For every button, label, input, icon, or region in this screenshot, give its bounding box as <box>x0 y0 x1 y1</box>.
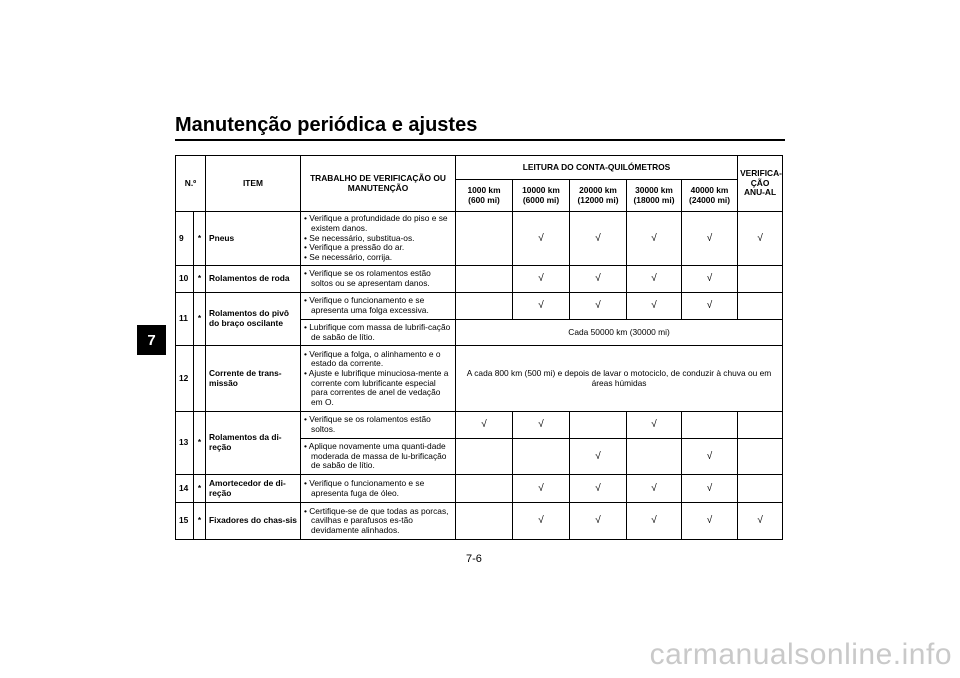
header-interval-3 <box>570 180 627 212</box>
table-row <box>176 212 783 266</box>
check-mark: √ <box>627 212 682 266</box>
empty-cell <box>682 412 738 439</box>
check-mark: √ <box>682 439 738 475</box>
row-number: 11 <box>176 293 194 346</box>
maintenance-table <box>175 155 783 540</box>
work-line: • Lubrifique com massa de lubrifi-cação de sabão de lítio. <box>304 321 451 342</box>
asterisk-mark: * <box>194 503 206 540</box>
empty-cell <box>738 439 783 475</box>
asterisk-mark: * <box>194 412 206 475</box>
check-mark: √ <box>570 503 627 540</box>
check-mark: √ <box>682 293 738 320</box>
work-line: • Se necessário, substitua-os. <box>304 232 415 243</box>
asterisk-mark: * <box>194 266 206 293</box>
row-work <box>301 346 456 412</box>
chapter-tab: 7 <box>137 325 166 355</box>
row-work <box>301 212 456 266</box>
header-odometer: LEITURA DO CONTA-QUILÓMETROS <box>456 156 738 180</box>
empty-cell <box>456 439 513 475</box>
row-work <box>301 503 456 540</box>
check-mark: √ <box>513 212 570 266</box>
interval-km: 40000 km <box>690 184 729 195</box>
row-number: 10 <box>176 266 194 293</box>
row-number: 14 <box>176 475 194 503</box>
header-interval-5 <box>682 180 738 212</box>
header-work: TRABALHO DE VERIFICAÇÃO OU MANUTENÇÃO <box>301 156 456 212</box>
asterisk-mark: * <box>194 212 206 266</box>
check-mark: √ <box>570 266 627 293</box>
row-item: Pneus <box>206 212 301 266</box>
watermark: carmanualsonline.info <box>649 638 952 671</box>
work-line: • Verifique o funcionamento e se apresenta fuga de óleo. <box>304 477 425 498</box>
asterisk-mark: * <box>194 293 206 346</box>
work-line: • Verifique se os rolamentos estão soltos ou se apresentam danos. <box>304 268 431 288</box>
work-line: • Certifique-se de que todas as porcas, cavilhas e parafusos es-tão devidamente alinhados. <box>304 505 449 535</box>
row-item: Rolamentos da di-reção <box>206 412 301 475</box>
check-mark: √ <box>627 266 682 293</box>
row-work <box>301 475 456 503</box>
interval-mi: (6000 mi) <box>522 194 560 205</box>
row-work <box>301 439 456 475</box>
empty-cell <box>570 412 627 439</box>
empty-cell <box>456 503 513 540</box>
asterisk-mark: * <box>194 475 206 503</box>
check-mark: √ <box>513 266 570 293</box>
row-number: 13 <box>176 412 194 475</box>
check-mark: √ <box>513 412 570 439</box>
check-mark: √ <box>570 439 627 475</box>
row-work <box>301 266 456 293</box>
row-number: 12 <box>176 346 194 412</box>
header-item: ITEM <box>206 156 301 212</box>
header-annual: VERIFICA-ÇÃO ANU-AL <box>738 156 783 212</box>
empty-cell <box>627 439 682 475</box>
empty-cell <box>738 412 783 439</box>
header-no: N.º <box>176 156 206 212</box>
interval-mi: (600 mi) <box>468 194 500 205</box>
table-row <box>176 475 783 503</box>
work-line: • Verifique a pressão do ar. <box>304 242 405 253</box>
interval-mi: (12000 mi) <box>577 194 619 205</box>
check-mark: √ <box>513 475 570 503</box>
check-mark: √ <box>627 503 682 540</box>
work-line: • Se necessário, corrija. <box>304 251 393 262</box>
row-item: Corrente de trans-missão <box>206 346 301 412</box>
interval-km: 10000 km <box>522 184 560 195</box>
row-item: Amortecedor de di-reção <box>206 475 301 503</box>
check-mark: √ <box>570 475 627 503</box>
empty-cell <box>513 439 570 475</box>
header-interval-4 <box>627 180 682 212</box>
work-line: • Ajuste e lubrifique minuciosa-mente a corrente com lubrificante especial para correntes de anel de vedação em O. <box>304 367 449 407</box>
title-rule <box>175 139 785 141</box>
check-mark: √ <box>456 412 513 439</box>
table-row <box>176 503 783 540</box>
work-line: • Verifique a profundidade do piso e se existem danos. <box>304 213 448 234</box>
interval-km: 20000 km <box>579 184 617 195</box>
empty-cell <box>738 266 783 293</box>
interval-km: 30000 km <box>635 184 673 195</box>
check-mark: √ <box>738 212 783 266</box>
check-mark: √ <box>682 212 738 266</box>
interval-note: A cada 800 km (500 mi) e depois de lavar o motociclo, de conduzir à chuva ou em áreas húmidas <box>456 346 783 412</box>
empty-cell <box>456 266 513 293</box>
row-number: 15 <box>176 503 194 540</box>
work-line: • Verifique a folga, o alinhamento e o estado da corrente. <box>304 348 441 369</box>
check-mark: √ <box>570 293 627 320</box>
page-title: Manutenção periódica e ajustes <box>175 114 478 136</box>
check-mark: √ <box>570 212 627 266</box>
check-mark: √ <box>627 412 682 439</box>
check-mark: √ <box>738 503 783 540</box>
row-work <box>301 293 456 320</box>
header-interval-1 <box>456 180 513 212</box>
empty-cell <box>456 212 513 266</box>
check-mark: √ <box>682 503 738 540</box>
row-item: Rolamentos de roda <box>206 266 301 293</box>
work-line: • Aplique novamente uma quanti-dade moderada de massa de lu-brificação de sabão de lítio. <box>304 441 447 471</box>
interval-note: Cada 50000 km (30000 mi) <box>456 320 783 346</box>
row-number: 9 <box>176 212 194 266</box>
table-row <box>176 412 783 439</box>
row-item: Rolamentos do pivô do braço oscilante <box>206 293 301 346</box>
row-work <box>301 320 456 346</box>
table-row <box>176 266 783 293</box>
check-mark: √ <box>627 293 682 320</box>
work-line: • Verifique se os rolamentos estão soltos. <box>304 414 431 434</box>
table-row <box>176 346 783 412</box>
header-interval-2 <box>513 180 570 212</box>
asterisk-mark <box>194 346 206 412</box>
row-work <box>301 412 456 439</box>
interval-mi: (18000 mi) <box>633 194 675 205</box>
check-mark: √ <box>627 475 682 503</box>
empty-cell <box>456 293 513 320</box>
row-item: Fixadores do chas-sis <box>206 503 301 540</box>
empty-cell <box>738 475 783 503</box>
work-line: • Verifique o funcionamento e se apresenta uma folga excessiva. <box>304 295 429 315</box>
check-mark: √ <box>682 266 738 293</box>
check-mark: √ <box>682 475 738 503</box>
interval-mi: (24000 mi) <box>689 194 731 205</box>
page-number: 7-6 <box>466 553 482 565</box>
empty-cell <box>456 475 513 503</box>
interval-km: 1000 km <box>467 184 501 195</box>
check-mark: √ <box>513 503 570 540</box>
empty-cell <box>738 293 783 320</box>
check-mark: √ <box>513 293 570 320</box>
table-row <box>176 293 783 320</box>
